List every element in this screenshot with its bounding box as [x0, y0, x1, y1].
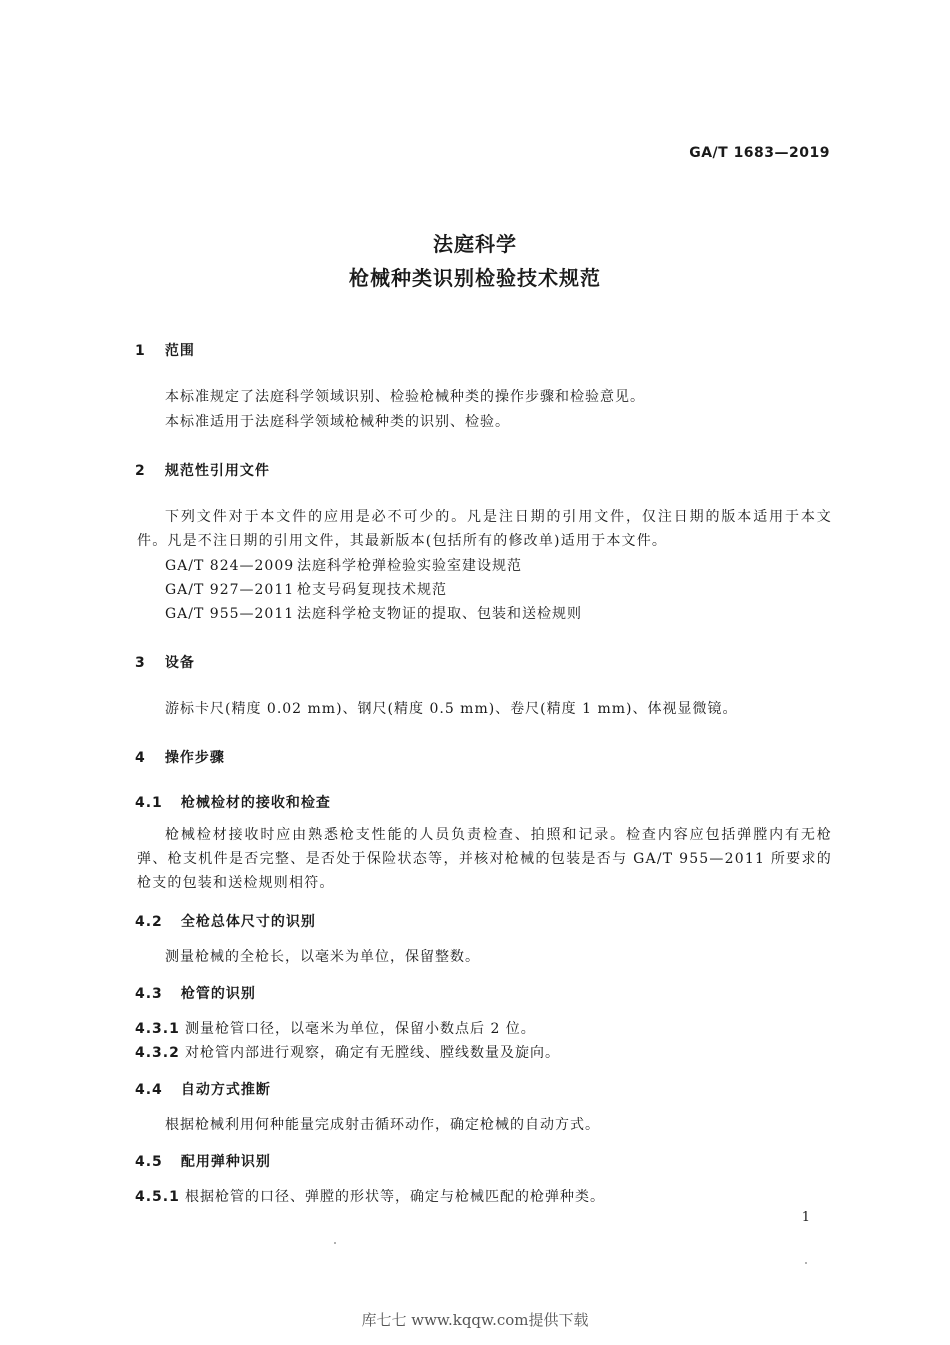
section-4-heading — [135, 747, 225, 767]
section-number: 4 — [135, 750, 146, 766]
section-4-1-heading — [135, 792, 331, 812]
clause-text: 根据枪管的口径、弹膛的形状等，确定与枪械匹配的枪弹种类。 — [185, 1189, 605, 1205]
section-title: 配用弹种识别 — [180, 1154, 271, 1170]
section-3-heading — [135, 652, 195, 672]
section-2-heading — [135, 460, 270, 480]
scan-speck — [805, 1262, 807, 1264]
reference-title: 法庭科学枪支物证的提取、包装和送检规则 — [297, 606, 582, 622]
reference-code: GA/T 824—2009 — [165, 558, 295, 574]
section-3-para-1: 游标卡尺(精度 0.02 mm)、钢尺(精度 0.5 mm)、卷尺(精度 1 mm)、体视显微镜。 — [165, 701, 738, 717]
section-title: 全枪总体尺寸的识别 — [180, 914, 316, 930]
clause-text: 测量枪管口径，以毫米为单位，保留小数点后 2 位。 — [185, 1021, 536, 1037]
section-4-2-heading — [135, 911, 316, 931]
section-number: 4.3 — [135, 986, 163, 1002]
clause-number: 4.3.2 — [135, 1045, 180, 1061]
download-footer: 库七七 www.kqqw.com提供下载 — [361, 1311, 589, 1329]
section-4-4-para-1: 根据枪械利用何种能量完成射击循环动作，确定枪械的自动方式。 — [165, 1117, 600, 1133]
section-title: 枪管的识别 — [180, 986, 256, 1002]
section-1-heading — [135, 340, 195, 360]
section-title: 操作步骤 — [164, 750, 225, 766]
clause-4-3-2 — [135, 1042, 560, 1062]
page-number: 1 — [801, 1210, 810, 1225]
section-4-5-heading — [135, 1151, 271, 1171]
section-title: 枪械检材的接收和检查 — [180, 795, 331, 811]
reference-item — [165, 579, 447, 599]
section-number: 4.1 — [135, 795, 163, 811]
section-number: 2 — [135, 463, 146, 479]
section-4-2-para-1: 测量枪械的全枪长，以毫米为单位，保留整数。 — [165, 949, 480, 965]
section-number: 4.4 — [135, 1082, 163, 1098]
reference-code: GA/T 927—2011 — [165, 582, 295, 598]
reference-code: GA/T 955—2011 — [165, 606, 295, 622]
section-title: 范围 — [164, 343, 195, 359]
section-title: 规范性引用文件 — [164, 463, 270, 479]
clause-4-3-1 — [135, 1018, 536, 1038]
section-2-para-1: 下列文件对于本文件的应用是必不可少的。凡是注日期的引用文件，仅注日期的版本适用于本文件。凡是不注日期的引用文件，其最新版本(包括所有的修改单)适用于本文件。 — [137, 509, 832, 549]
title-line-2: 枪械种类识别检验技术规范 — [349, 266, 601, 290]
section-4-4-heading — [135, 1079, 271, 1099]
section-title: 自动方式推断 — [180, 1082, 271, 1098]
section-number: 3 — [135, 655, 146, 671]
section-title: 设备 — [164, 655, 195, 671]
clause-text: 对枪管内部进行观察，确定有无膛线、膛线数量及旋向。 — [185, 1045, 560, 1061]
standard-number: GA/T 1683—2019 — [689, 145, 830, 161]
reference-title: 法庭科学枪弹检验实验室建设规范 — [297, 558, 522, 574]
section-1-para-1: 本标准规定了法庭科学领域识别、检验枪械种类的操作步骤和检验意见。 — [165, 389, 645, 405]
clause-4-5-1 — [135, 1186, 605, 1206]
section-4-3-heading — [135, 983, 256, 1003]
section-number: 4.2 — [135, 914, 163, 930]
reference-item — [165, 555, 522, 575]
clause-number: 4.5.1 — [135, 1189, 180, 1205]
clause-number: 4.3.1 — [135, 1021, 180, 1037]
section-number: 4.5 — [135, 1154, 163, 1170]
reference-title: 枪支号码复现技术规范 — [297, 582, 447, 598]
section-1-para-2: 本标准适用于法庭科学领域枪械种类的识别、检验。 — [165, 414, 510, 430]
reference-item — [165, 603, 582, 623]
section-number: 1 — [135, 343, 146, 359]
section-4-1-para-1: 枪械检材接收时应由熟悉枪支性能的人员负责检查、拍照和记录。检查内容应包括弹膛内有无枪弹、枪支机件是否完整、是否处于保险状态等，并核对枪械的包装是否与 GA/T 955—2011 所要求的枪支的包装和送检规则相符。 — [137, 827, 832, 891]
scan-speck — [334, 1242, 336, 1244]
title-line-1: 法庭科学 — [433, 232, 517, 256]
